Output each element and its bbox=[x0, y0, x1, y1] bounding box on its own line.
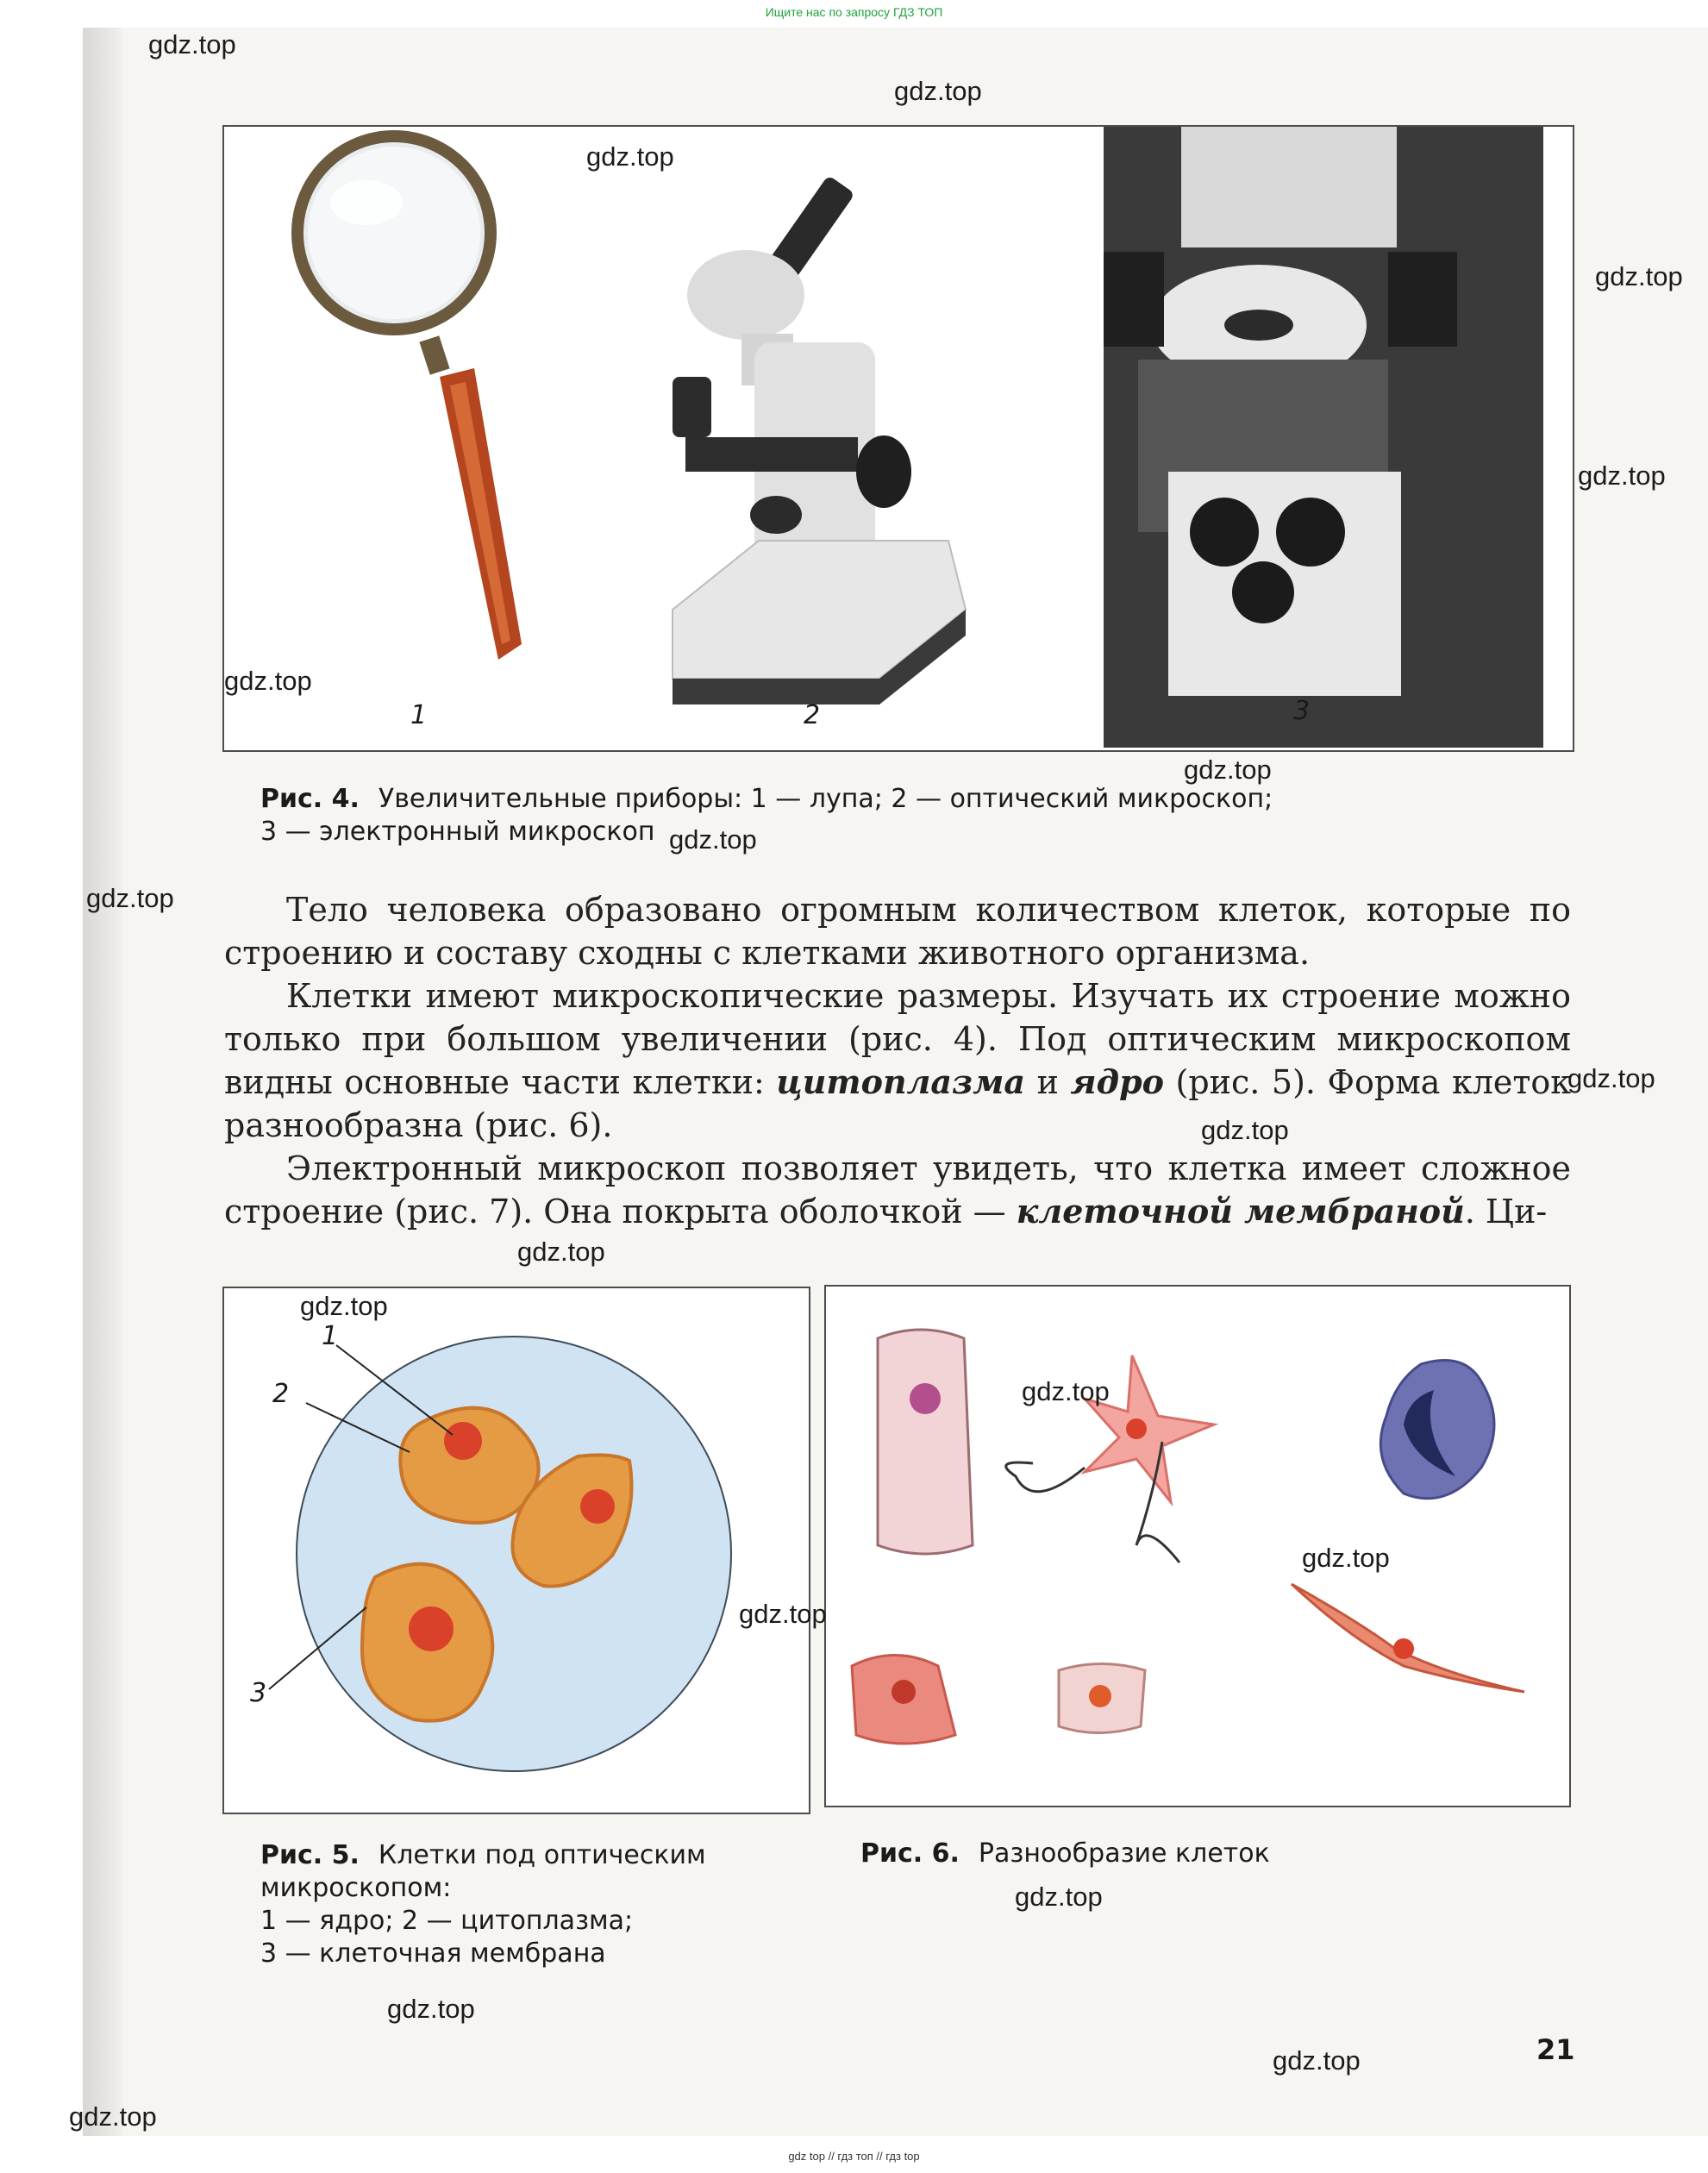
watermark: gdz.top bbox=[1595, 261, 1683, 291]
watermark: gdz.top bbox=[148, 29, 236, 59]
paragraph-2: Клетки имеют микроскопические размеры. Изучать их строение можно только при большом увеличении (рис. 4). Под оптическим микроскопом видны основные части клетки: цитоплазма и ядро (рис. 5). Форма клеток разнообразна (рис. 6). bbox=[224, 977, 1571, 1144]
figure-5-caption-line2: микроскопом: bbox=[260, 1873, 452, 1903]
watermark: gdz.top bbox=[1022, 1376, 1110, 1406]
watermark: gdz.top bbox=[894, 76, 982, 106]
fig4-label-1: 1 bbox=[410, 700, 428, 730]
nucleus-shape bbox=[580, 1489, 615, 1524]
neuron-nucleus bbox=[1126, 1418, 1147, 1439]
figure-4-caption-line2: 3 — электронный микроскоп bbox=[260, 817, 655, 847]
figure-4-caption bbox=[226, 783, 1571, 849]
watermark: gdz.top bbox=[387, 1994, 475, 2024]
fig5-label-1: 1 bbox=[322, 1321, 339, 1351]
figure-5-caption-line3: 1 — ядро; 2 — цитоплазма; bbox=[260, 1906, 634, 1936]
paragraph-3: Электронный микроскоп позволяет увидеть, что клетка имеет сложное строение (рис. 7). Она покрыта оболочкой — клеточной мембраной. Ци- bbox=[224, 1149, 1571, 1231]
watermark: gdz.top bbox=[86, 883, 174, 913]
watermark: gdz.top bbox=[1273, 2045, 1361, 2076]
figure-4-illustration bbox=[224, 127, 1573, 750]
figure-5-illustration bbox=[224, 1288, 809, 1813]
figure-4-caption-line1: Рис. 4. Увеличительные приборы: 1 — лупа; 2 — оптический микроскоп; bbox=[226, 783, 1571, 816]
square-cell-nucleus bbox=[1089, 1685, 1111, 1707]
watermark: gdz.top bbox=[69, 2101, 157, 2132]
nucleus-shape bbox=[444, 1422, 482, 1460]
fig5-label-3: 3 bbox=[250, 1678, 267, 1708]
fig5-label-2: 2 bbox=[272, 1379, 290, 1409]
figure-5-caption bbox=[226, 1839, 795, 1970]
term-cytoplasm: цитоплазма bbox=[776, 1062, 1026, 1101]
body-text bbox=[224, 888, 1571, 1233]
page-number: 21 bbox=[1536, 2033, 1575, 2066]
watermark: gdz.top bbox=[1578, 460, 1666, 491]
figure-4 bbox=[222, 125, 1574, 752]
page-shadow bbox=[83, 28, 122, 2136]
figure-6 bbox=[824, 1285, 1571, 1807]
watermark: gdz.top bbox=[300, 1291, 388, 1321]
top-note: Ищите нас по запросу ГДЗ ТОП bbox=[765, 5, 943, 19]
figure-5-tag: Рис. 5. bbox=[226, 1839, 368, 1872]
watermark: gdz.top bbox=[517, 1237, 605, 1267]
electron-microscope-image bbox=[1104, 127, 1543, 748]
figure-5-caption-line1: Рис. 5. Клетки под оптическим bbox=[226, 1839, 795, 1872]
figure-6-caption-line1: Рис. 6. Разнообразие клеток bbox=[826, 1838, 1567, 1870]
fig4-label-2: 2 bbox=[804, 700, 821, 730]
figure-6-tag: Рис. 6. bbox=[826, 1838, 968, 1870]
watermark: gdz.top bbox=[1015, 1882, 1103, 1912]
optical-microscope-image bbox=[673, 175, 966, 705]
epithelial-nucleus bbox=[892, 1680, 916, 1704]
magnifier-image bbox=[297, 136, 522, 660]
watermark: gdz.top bbox=[586, 141, 674, 172]
watermark: gdz.top bbox=[1184, 755, 1272, 785]
term-nucleus: ядро bbox=[1070, 1062, 1165, 1101]
watermark: gdz.top bbox=[224, 666, 312, 696]
muscle-nucleus bbox=[1393, 1638, 1414, 1659]
figure-5-caption-line4: 3 — клеточная мембрана bbox=[260, 1938, 606, 1969]
paragraph-1: Тело человека образовано огромным количеством клеток, которые по строению и составу сходны с клетками животного организма. bbox=[224, 891, 1571, 972]
watermark: gdz.top bbox=[739, 1599, 827, 1629]
watermark: gdz.top bbox=[669, 824, 757, 855]
nucleus-shape bbox=[409, 1606, 454, 1651]
columnar-cell bbox=[878, 1330, 973, 1554]
figure-4-tag: Рис. 4. bbox=[226, 783, 368, 816]
smooth-muscle-cell bbox=[1292, 1584, 1524, 1692]
figure-5 bbox=[222, 1287, 810, 1814]
figure-6-caption bbox=[826, 1838, 1567, 1870]
term-cell-membrane: клеточной мембраной bbox=[1016, 1192, 1465, 1231]
watermark: gdz.top bbox=[1567, 1063, 1655, 1093]
fig4-label-3: 3 bbox=[1293, 696, 1311, 726]
figure-6-illustration bbox=[826, 1287, 1569, 1806]
blood-cell bbox=[1380, 1361, 1494, 1499]
bottom-note: gdz top // гдз топ // гдз top bbox=[788, 2150, 920, 2163]
watermark: gdz.top bbox=[1201, 1115, 1289, 1145]
columnar-cell-nucleus bbox=[910, 1383, 941, 1414]
watermark: gdz.top bbox=[1302, 1543, 1390, 1573]
